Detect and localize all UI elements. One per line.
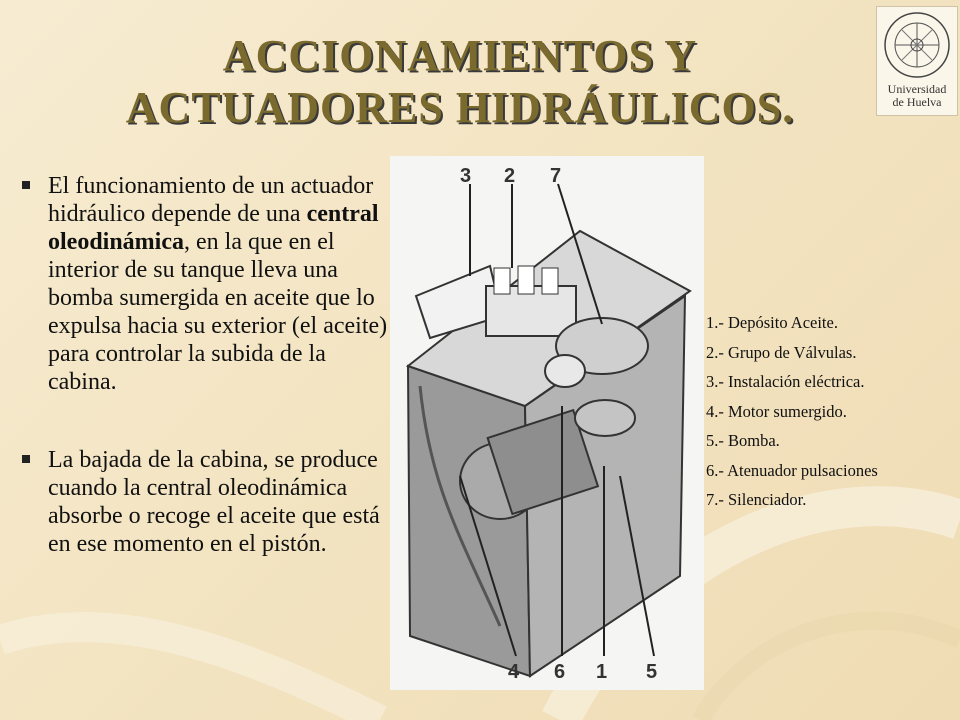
- legend-item: 7.- Silenciador.: [706, 490, 807, 509]
- paragraph-1-bold: central oleodinámica: [48, 201, 379, 255]
- figure-label: 4: [508, 661, 520, 683]
- figure-label: 5: [646, 661, 658, 683]
- figure-label: 7: [550, 165, 562, 187]
- hydraulic-unit-diagram: [390, 156, 704, 690]
- legend-item: 5.- Bomba.: [706, 431, 780, 450]
- paragraph-1-rest: , en la que en el interior de su tanque lleva una bomba sumergida en aceite que lo expulsa hacia su exterior (el aceite) para controlar la subida de la cabina.: [48, 229, 388, 395]
- component-legend: [706, 308, 960, 515]
- legend-item: 4.- Motor sumergido.: [706, 401, 847, 421]
- bullet-paragraph-1: [18, 172, 390, 396]
- university-name-line1: Universidad: [887, 82, 947, 96]
- figure-label: 2: [504, 165, 516, 187]
- university-name-line2: de Huelva: [892, 95, 942, 109]
- legend-item: 1.- Depósito Aceite.: [706, 313, 838, 332]
- figure-label: 6: [554, 661, 566, 683]
- university-name: [877, 83, 957, 109]
- legend-item: 3.- Instalación eléctrica.: [706, 372, 865, 391]
- bullet-paragraph-2: [18, 446, 390, 558]
- title-line-2: ACTUADORES HIDRÁULICOS.: [125, 83, 795, 132]
- legend-item: 6.- Atenuador pulsaciones: [706, 460, 878, 480]
- figure-label: 1: [596, 661, 608, 683]
- title-line-1: ACCIONAMIENTOS Y: [222, 31, 698, 80]
- university-seal-icon: [877, 7, 957, 83]
- paragraph-2-text: La bajada de la cabina, se produce cuando la central oleodinámica absorbe o recoge el aceite que está en ese momento en el pistón.: [48, 447, 380, 557]
- figure-label: 3: [460, 165, 472, 187]
- paragraph-1-text: El funcionamiento de un actuador hidráulico depende de una: [48, 173, 374, 227]
- square-bullet-icon: [22, 181, 30, 189]
- legend-item: 2.- Grupo de Válvulas.: [706, 342, 857, 362]
- slide-title: [60, 30, 860, 134]
- bullet-list: [18, 172, 390, 558]
- square-bullet-icon: [22, 455, 30, 463]
- university-logo: [876, 6, 958, 116]
